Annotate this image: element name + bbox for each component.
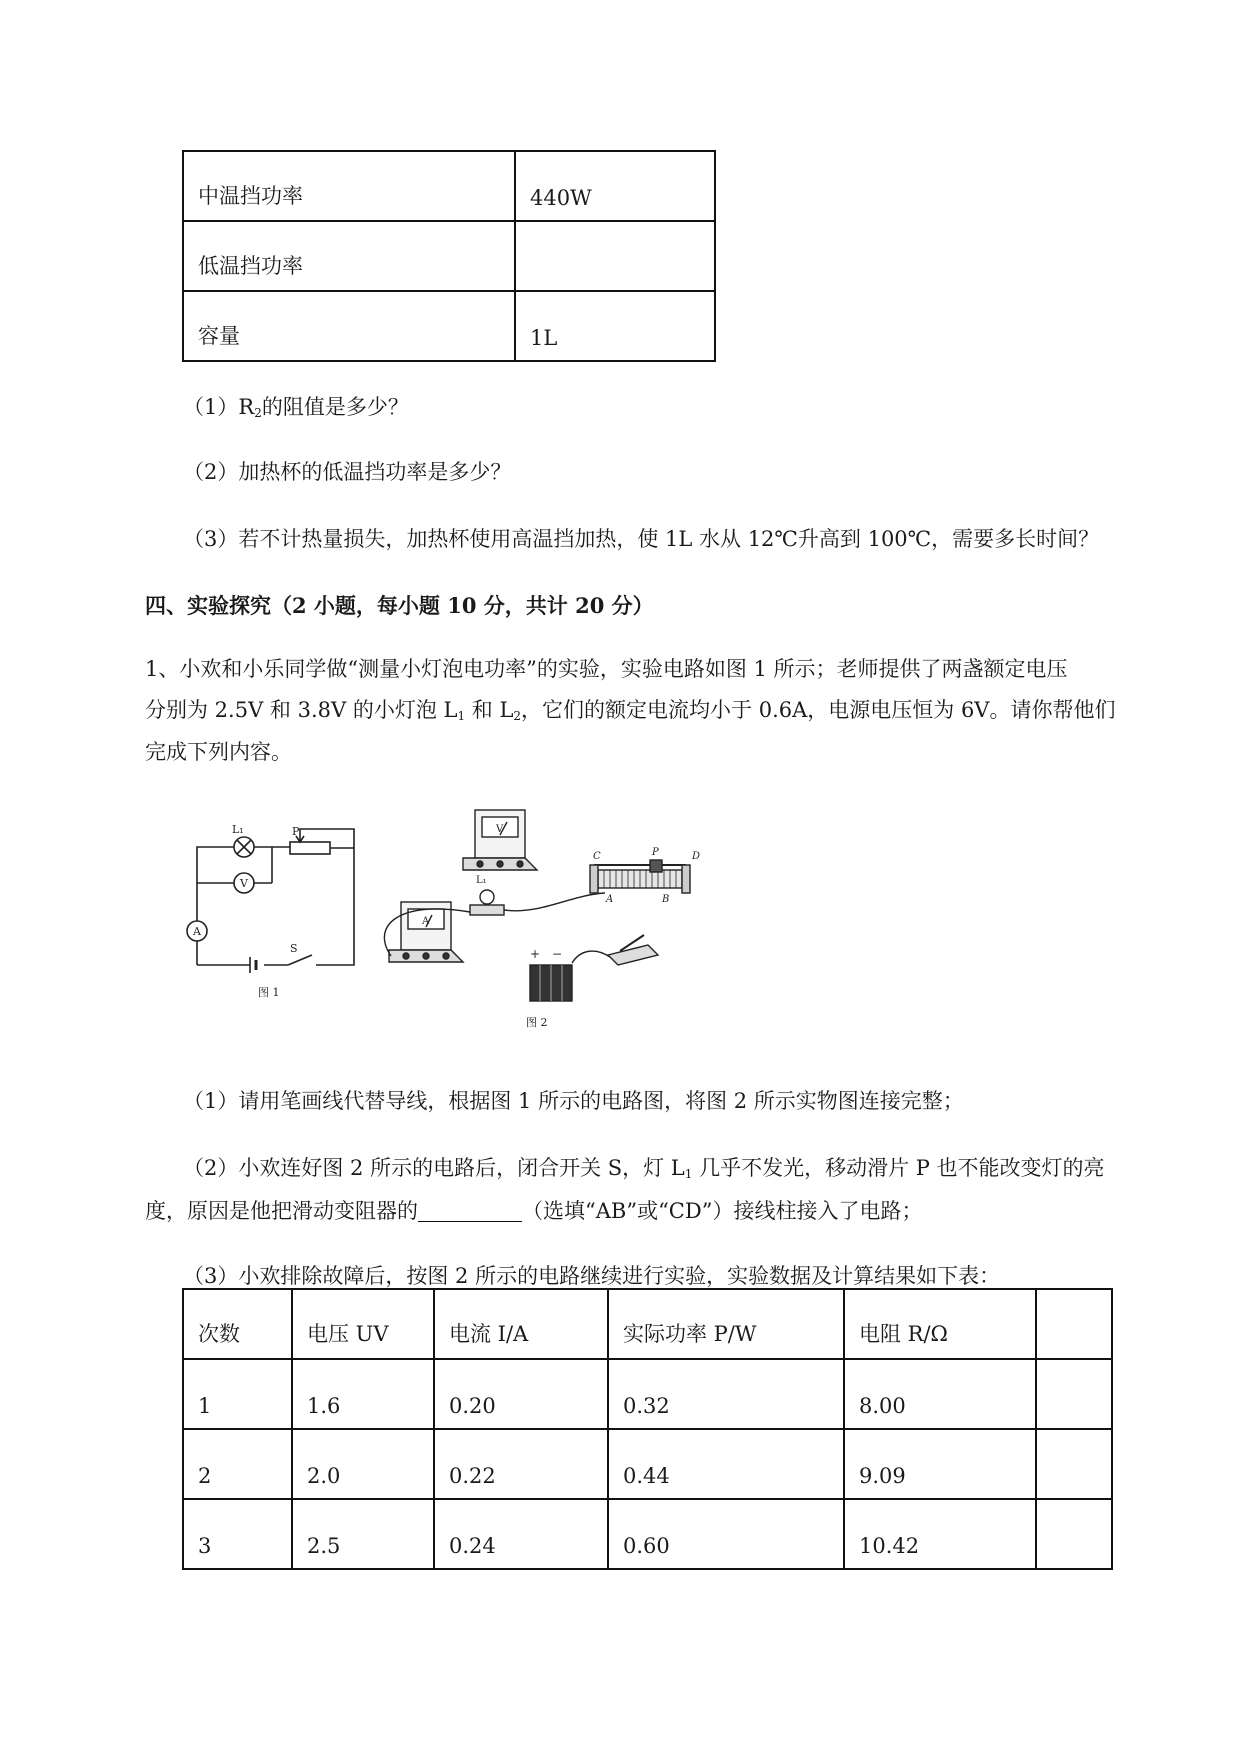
switch-device (608, 935, 658, 965)
table-cell: 0.20 (434, 1359, 608, 1429)
lamp-device (470, 890, 504, 915)
rheostat-label-D: D (692, 851, 701, 862)
table-cell: 0.44 (608, 1429, 844, 1499)
table-row (183, 1429, 1112, 1499)
subquestion-2-line-1: （2）小欢连好图 2 所示的电路后，闭合开关 S，灯 $L_1$ 几乎不发光，移动滑片 P 也不能改变灯的亮 (183, 1156, 1105, 1181)
answer-blank[interactable] (418, 1199, 522, 1222)
table-cell: 0.32 (608, 1359, 844, 1429)
table-cell: 3 (183, 1499, 292, 1569)
section-heading: 四、实验探究（2 小题，每小题 10 分，共计 20 分） (145, 593, 654, 618)
data-table (182, 1288, 1113, 1570)
battery-plus: + (530, 947, 541, 961)
subquestion-2-line-2: 度，原因是他把滑动变阻器的 （选填“AB”或“CD”）接线柱接入了电路； (145, 1199, 923, 1223)
spec-table (182, 150, 716, 362)
voltmeter-label: V (496, 824, 504, 835)
header-cell: 电压 UV (292, 1289, 434, 1359)
spec-value-cell (515, 221, 715, 291)
spec-label-cell: 低温挡功率 (183, 221, 515, 291)
table-cell (1036, 1499, 1112, 1569)
voltmeter-device (463, 810, 537, 870)
table-cell: 0.24 (434, 1499, 608, 1569)
table-cell: 2 (183, 1429, 292, 1499)
question-1: $(1)R_2$的阻值是多少？ (183, 395, 409, 420)
header-cell: 实际功率 P/W (608, 1289, 844, 1359)
subquestion-1: （1）请用笔画线代替导线，根据图 1 所示的电路图，将图 2 所示实物图连接完整； (183, 1089, 964, 1113)
battery-minus: − (552, 947, 563, 961)
table-cell: 8.00 (844, 1359, 1036, 1429)
table-cell: 2.0 (292, 1429, 434, 1499)
rheostat-label-A: A (606, 894, 614, 905)
label-V: V (240, 877, 248, 890)
table-cell: 1.6 (292, 1359, 434, 1429)
table-cell: 2.5 (292, 1499, 434, 1569)
rheostat-label-P: P (652, 847, 659, 858)
header-cell (1036, 1289, 1112, 1359)
rheostat-label-B: B (662, 894, 670, 905)
label-A: A (193, 925, 201, 938)
table-cell: 1 (183, 1359, 292, 1429)
subquestion-3: （3）小欢排除故障后，按图 2 所示的电路继续进行实验，实验数据及计算结果如下表： (183, 1264, 1001, 1288)
spec-label-cell: 中温挡功率 (183, 151, 515, 221)
problem-line-1: 1、小欢和小乐同学做“测量小灯泡电功率”的实验，实验电路如图 1 所示；老师提供了两盏额定电压 (145, 657, 1068, 681)
problem-line-3: 完成下列内容。 (145, 740, 292, 764)
spec-value-cell: 440W (515, 151, 715, 221)
label-P: P (292, 825, 300, 838)
label-L1: L₁ (232, 823, 244, 836)
rheostat-device (590, 860, 690, 893)
table-row (183, 1359, 1112, 1429)
circuit-figure (180, 805, 720, 1035)
question-3: （3）若不计热量损失，加热杯使用高温挡加热，使 1L 水从 12℃升高到 100℃，需要多长时间？ (183, 527, 1100, 551)
header-cell: 电流 I/A (434, 1289, 608, 1359)
spec-value-cell: 1L (515, 291, 715, 361)
ammeter-label: A (422, 916, 430, 927)
table-cell: 0.60 (608, 1499, 844, 1569)
table-cell: 9.09 (844, 1429, 1036, 1499)
lamp-label: L₁ (476, 875, 487, 886)
ammeter-device (389, 902, 463, 962)
table-cell: 0.22 (434, 1429, 608, 1499)
table-cell (1036, 1359, 1112, 1429)
header-cell: 电阻 R/Ω (844, 1289, 1036, 1359)
table-row (183, 1499, 1112, 1569)
table-cell: 10.42 (844, 1499, 1036, 1569)
problem-line-2: 分别为 2.5V 和 3.8V 的小灯泡 $L_1$ 和 $L_2$，它们的额定电流均小于 0.6A，电源电压恒为 6V。请你帮他们 (145, 698, 1116, 723)
table-cell (1036, 1429, 1112, 1499)
header-cell: 次数 (183, 1289, 292, 1359)
fig1-caption: 图 1 (258, 986, 280, 999)
question-2: （2）加热杯的低温挡功率是多少？ (183, 460, 512, 484)
battery-device (530, 965, 572, 1001)
rheostat-label-C: C (593, 851, 601, 862)
label-S: S (290, 942, 298, 955)
spec-label-cell: 容量 (183, 291, 515, 361)
circuit-diagram (187, 829, 354, 973)
fig2-caption: 图 2 (526, 1016, 548, 1029)
